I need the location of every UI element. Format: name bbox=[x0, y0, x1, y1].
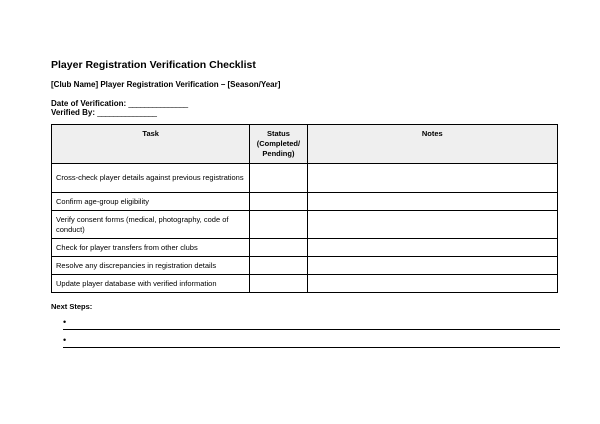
header-task: Task bbox=[52, 125, 250, 164]
next-step-line[interactable] bbox=[63, 337, 560, 348]
table-row bbox=[52, 239, 558, 257]
header-notes: Notes bbox=[307, 125, 558, 164]
table-row bbox=[52, 211, 558, 239]
notes-cell[interactable] bbox=[307, 239, 558, 257]
bullet-icon: • bbox=[63, 335, 67, 345]
notes-cell[interactable] bbox=[307, 257, 558, 275]
notes-cell[interactable] bbox=[307, 275, 558, 293]
verified-blank[interactable]: _______________ bbox=[97, 108, 157, 117]
date-blank[interactable]: _______________ bbox=[128, 99, 188, 108]
document-title: Player Registration Verification Checklist bbox=[51, 59, 256, 71]
status-cell[interactable] bbox=[250, 257, 307, 275]
task-cell: Update player database with verified information bbox=[52, 275, 250, 293]
header-status: Status (Completed/ Pending) bbox=[250, 125, 307, 164]
status-cell[interactable] bbox=[250, 275, 307, 293]
notes-cell[interactable] bbox=[307, 193, 558, 211]
status-cell[interactable] bbox=[250, 211, 307, 239]
task-cell: Cross-check player details against previous registrations bbox=[52, 164, 250, 193]
table-row bbox=[52, 193, 558, 211]
status-cell[interactable] bbox=[250, 164, 307, 193]
notes-cell[interactable] bbox=[307, 164, 558, 193]
status-cell[interactable] bbox=[250, 239, 307, 257]
checklist-table bbox=[51, 124, 558, 293]
verification-meta bbox=[51, 99, 188, 117]
task-cell: Resolve any discrepancies in registration details bbox=[52, 257, 250, 275]
table-row bbox=[52, 257, 558, 275]
bullet-icon: • bbox=[63, 317, 67, 327]
date-of-verification bbox=[51, 99, 188, 108]
next-step-line[interactable] bbox=[63, 319, 560, 330]
document-subtitle: [Club Name] Player Registration Verification – [Season/Year] bbox=[51, 80, 281, 89]
status-cell[interactable] bbox=[250, 193, 307, 211]
next-steps-label: Next Steps: bbox=[51, 302, 93, 311]
table-row bbox=[52, 164, 558, 193]
table-row bbox=[52, 275, 558, 293]
verified-by bbox=[51, 108, 188, 117]
verified-label: Verified By: bbox=[51, 108, 96, 117]
date-label: Date of Verification: bbox=[51, 99, 127, 108]
task-cell: Verify consent forms (medical, photography, code of conduct) bbox=[52, 211, 250, 239]
notes-cell[interactable] bbox=[307, 211, 558, 239]
table-header-row bbox=[52, 125, 558, 164]
task-cell: Confirm age-group eligibility bbox=[52, 193, 250, 211]
task-cell: Check for player transfers from other clubs bbox=[52, 239, 250, 257]
